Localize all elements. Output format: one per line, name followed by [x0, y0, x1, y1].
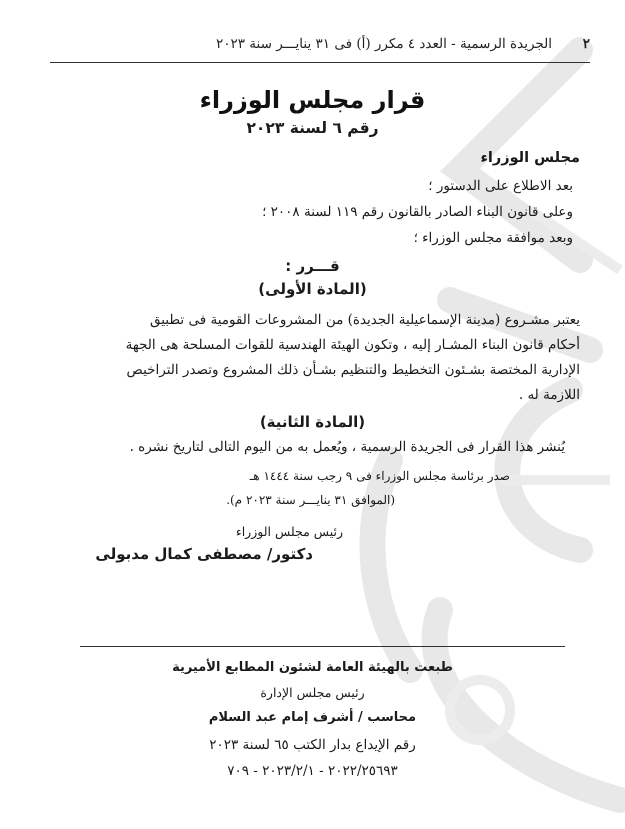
article-1-heading: (المادة الأولى) [258, 280, 367, 298]
preamble-line: وبعد موافقة مجلس الوزراء ؛ [413, 230, 573, 246]
decided-label: قـــرر : [285, 257, 340, 275]
article-1-line: الإدارية المختصة بشـئون التخطيط والتنظيم بشـأن ذلك المشروع وتصدر التراخيص [126, 362, 580, 378]
header-divider [50, 62, 590, 63]
page-number: ٢ [582, 36, 590, 52]
article-1-line: يعتبر مشـروع (مدينة الإسماعيلية الجديدة) من المشروعات القومية فى تطبيق [149, 312, 580, 328]
deposit-number: رقم الإيداع بدار الكتب ٦٥ لسنة ٢٠٢٣ [209, 737, 416, 753]
board-role: رئيس مجلس الإدارة [260, 685, 365, 700]
printer-name: طبعت بالهيئة العامة لشئون المطابع الأميرية [172, 660, 453, 675]
footer-divider [80, 646, 565, 647]
article-1-line: أحكام قانون البناء المشـار إليه ، وتكون الهيئة الهندسية للقوات المسلحة هى الجهة [125, 337, 580, 353]
print-code: ٢٠٢٢/٢٥٦٩٣ - ٢٠٢٣/٢/١ - ٧٠٩ [227, 763, 398, 779]
preamble-heading: مجلس الوزراء [480, 150, 580, 166]
preamble-line: بعد الاطلاع على الدستور ؛ [428, 178, 573, 194]
board-chairman-name: محاسب / أشرف إمام عبد السلام [208, 710, 417, 725]
article-2-heading: (المادة الثانية) [259, 413, 366, 431]
issued-line: صدر برئاسة مجلس الوزراء فى ٩ رجب سنة ١٤٤٤ هـ [249, 469, 510, 483]
decree-number: رقم ٦ لسنة ٢٠٢٣ [246, 119, 379, 137]
issued-date-line: (الموافق ٣١ ينايـــر سنة ٢٠٢٣ م). [226, 493, 395, 507]
signature-role: رئيس مجلس الوزراء [235, 524, 343, 539]
signature-name: دكتور/ مصطفى كمال مدبولى [95, 545, 313, 563]
header-text: الجريدة الرسمية - العدد ٤ مكرر (أ) فى ٣١ ينايـــر سنة ٢٠٢٣ [215, 36, 552, 52]
preamble-line: وعلى قانون البناء الصادر بالقانون رقم ١١٩ لسنة ٢٠٠٨ ؛ [262, 204, 573, 220]
decree-title: قرار مجلس الوزراء [199, 86, 426, 114]
article-2-text: يُنشر هذا القرار فى الجريدة الرسمية ، ويُعمل به من اليوم التالى لتاريخ نشره . [129, 439, 565, 455]
article-1-line: اللازمة له . [518, 387, 580, 403]
